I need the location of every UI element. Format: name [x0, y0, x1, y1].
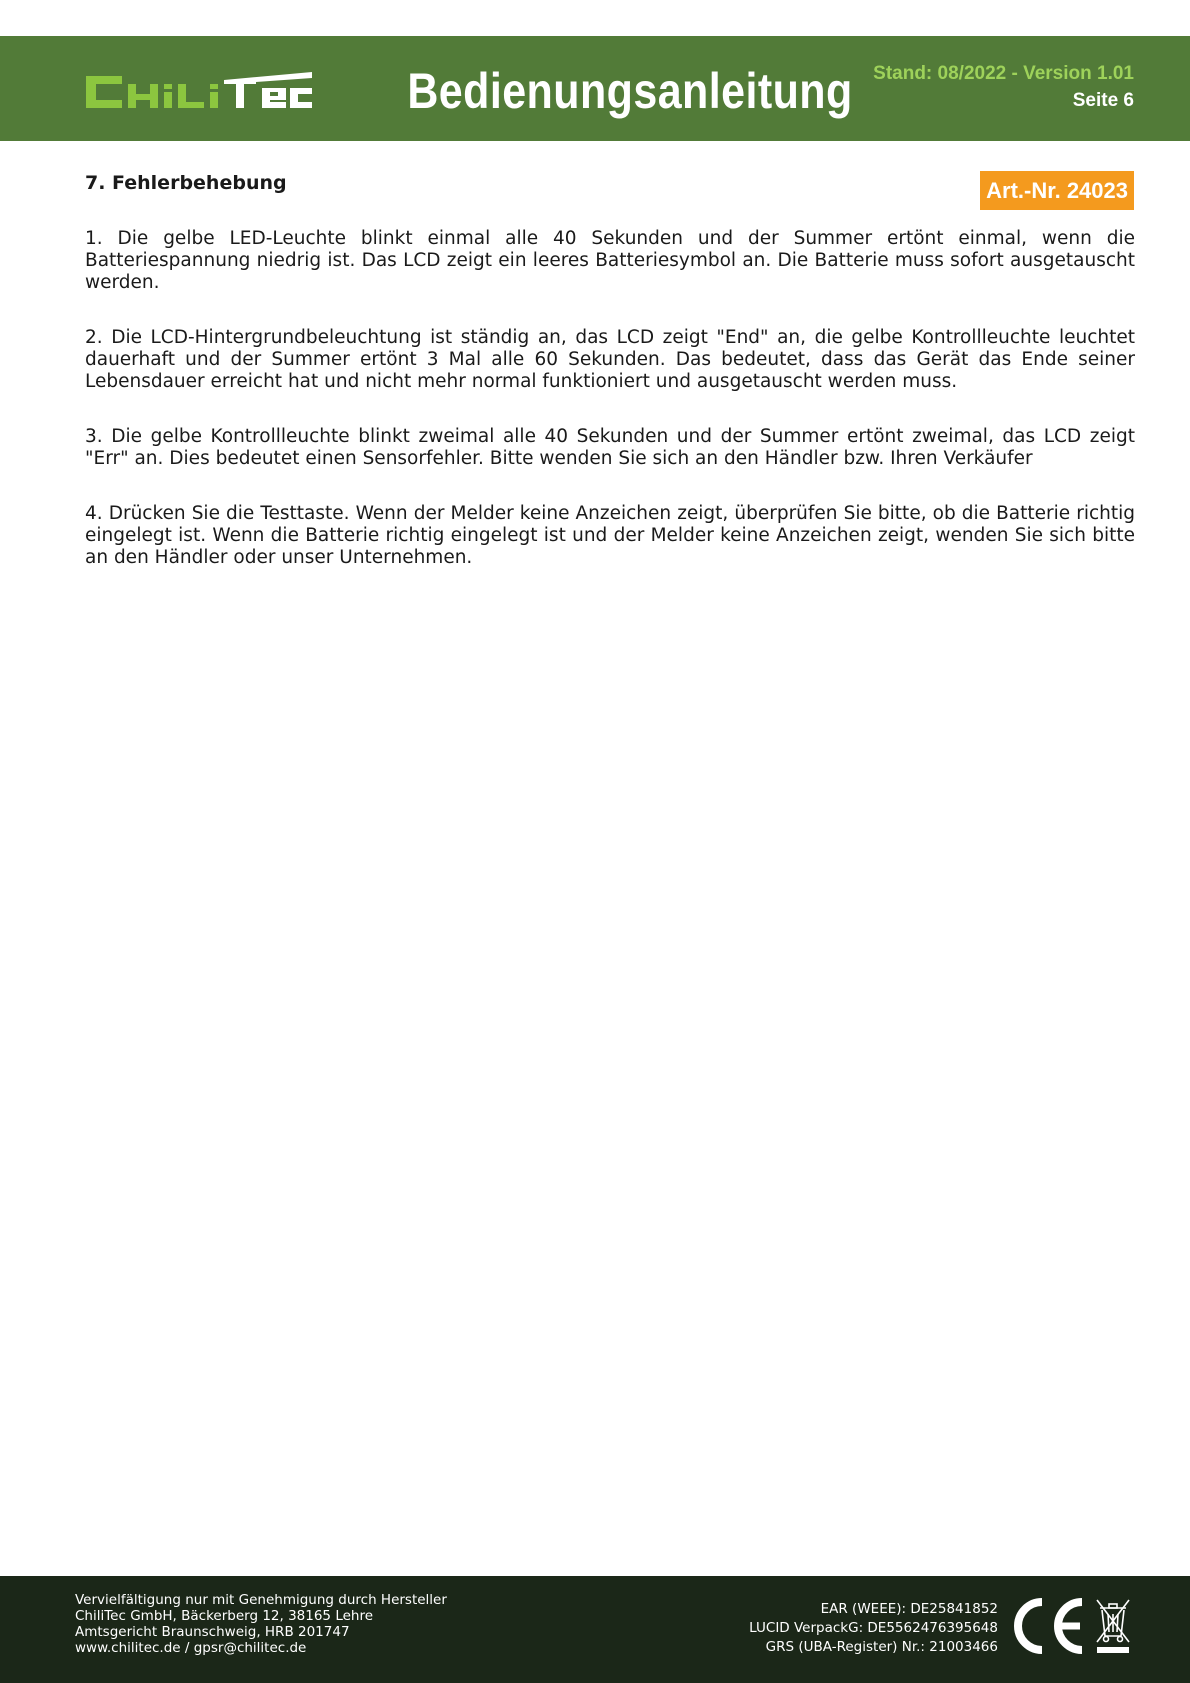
troubleshooting-item: 2. Die LCD-Hintergrundbeleuchtung ist ständig an, das LCD zeigt "End" an, die gelbe Kontrollleuchte leuchtet dauerhaft und der Summer ertönt 3 Mal alle 60 Sekunden. Das bedeutet, dass das Gerät das Ende seiner Lebensdauer erreicht hat und nicht mehr normal funktioniert und ausgetauscht werden muss. [85, 327, 1135, 392]
footer-line: ChiliTec GmbH, Bäckerberg 12, 38165 Lehre [75, 1608, 374, 1624]
footer-line: LUCID VerpackG: DE5562476395648 [749, 1620, 998, 1636]
footer-line: EAR (WEEE): DE25841852 [820, 1601, 998, 1617]
troubleshooting-item: 3. Die gelbe Kontrollleuchte blinkt zweimal alle 40 Sekunden und der Summer ertönt zweimal, das LCD zeigt "Err" an. Dies bedeutet einen Sensorfehler. Bitte wenden Sie sich an den Händler bzw. Ihren Verkäufer [85, 426, 1135, 469]
troubleshooting-item: 1. Die gelbe LED-Leuchte blinkt einmal alle 40 Sekunden und der Summer ertönt einmal, wenn die Batteriespannung niedrig ist. Das LCD zeigt ein leeres Batteriesymbol an. Die Batterie muss sofort ausgetauscht werden. [85, 228, 1135, 293]
troubleshooting-list [85, 228, 1135, 602]
troubleshooting-item: 4. Drücken Sie die Testtaste. Wenn der Melder keine Anzeichen zeigt, überprüfen Sie bitte, ob die Batterie richtig eingelegt ist. Wenn die Batterie richtig eingelegt ist und der Melder keine Anzeichen zeigt, wenden Sie sich bitte an den Händler oder unser Unternehmen. [85, 503, 1135, 568]
page-number: Seite 6 [1072, 90, 1134, 111]
chilitec-logo [84, 70, 314, 114]
article-number-badge: Art.-Nr. 24023 [980, 171, 1134, 210]
version-stamp: Stand: 08/2022 - Version 1.01 [873, 63, 1134, 84]
footer-line: Amtsgericht Braunschweig, HRB 201747 [75, 1624, 350, 1640]
ce-mark-icon [1008, 1598, 1086, 1654]
document-title: Bedienungsanleitung [407, 63, 853, 119]
footer-company-info [75, 1592, 447, 1656]
footer-line: www.chilitec.de / gpsr@chilitec.de [75, 1640, 307, 1656]
section-heading: 7. Fehlerbehebung [85, 172, 287, 194]
footer-line: Vervielfältigung nur mit Genehmigung durch Hersteller [75, 1592, 447, 1608]
footer-registrations [749, 1600, 998, 1657]
footer-line: GRS (UBA-Register) Nr.: 21003466 [765, 1639, 998, 1655]
header-bar [0, 36, 1190, 141]
footer-bar [0, 1576, 1190, 1683]
crossed-out-wheelie-bin-icon [1094, 1596, 1132, 1656]
